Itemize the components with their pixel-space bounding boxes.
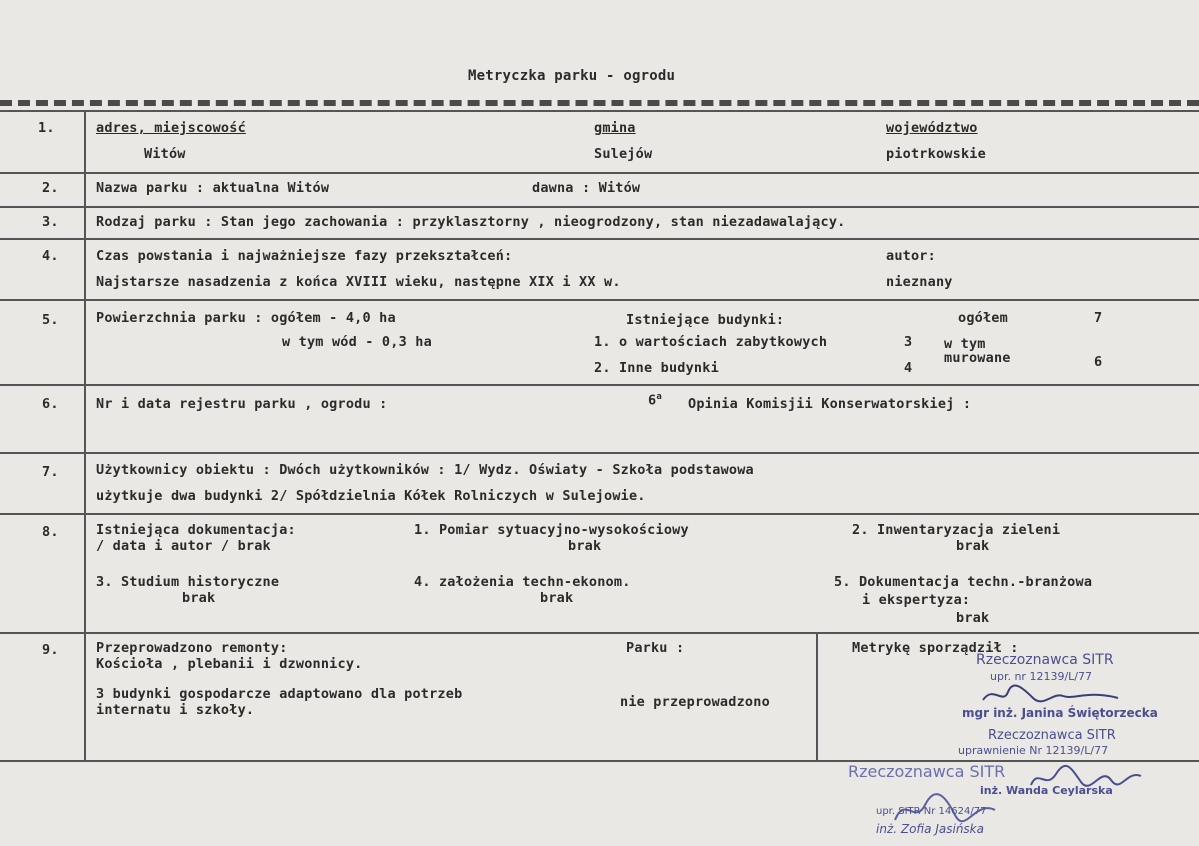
stamp-name-1: mgr inż. Janina Świętorzecka: [962, 706, 1158, 720]
row-number: 6.: [42, 396, 59, 412]
doc-inventory: 2. Inwentaryzacja zieleni: [852, 522, 1061, 538]
row-number: 3.: [42, 214, 59, 230]
stamp-expert-4-number: upr. SITR Nr 14624/77: [876, 806, 987, 817]
doc-survey-value: brak: [568, 538, 602, 554]
row-number: 4.: [42, 248, 59, 264]
buildings-masonry-count: 6: [1094, 354, 1103, 370]
row-divider: [0, 513, 1199, 515]
repairs-label: Przeprowadzono remonty:: [96, 640, 288, 656]
area-total: Powierzchnia parku : ogółem - 4,0 ha: [96, 310, 396, 326]
documentation-label: Istniejąca dokumentacja:: [96, 522, 296, 538]
doc-survey: 1. Pomiar sytuacyjno-wysokościowy: [414, 522, 689, 538]
repairs-park-value: nie przeprowadzono: [620, 694, 770, 710]
row-divider: [0, 172, 1199, 174]
park-name: Nazwa parku : aktualna Witów: [96, 180, 330, 196]
buildings-other: 2. Inne budynki: [594, 360, 719, 376]
address-label: adres, miejscowość: [96, 120, 246, 136]
users-line1: Użytkownicy obiektu : Dwóch użytkowników : 1/ Wydz. Oświaty - Szkoła podstawowa: [96, 462, 754, 478]
doc-technical: 5. Dokumentacja techn.-branżowa: [834, 574, 1093, 590]
top-border-line: [0, 110, 1199, 112]
doc-inventory-value: brak: [956, 538, 990, 554]
top-border: [0, 100, 1199, 106]
buildings-masonry-label2: murowane: [944, 350, 1011, 366]
buildings-historic-count: 3: [904, 334, 913, 350]
repairs-adapted2: internatu i szkoły.: [96, 702, 255, 718]
users-line2: użytkuje dwa budynki 2/ Spółdzielnia Kółek Rolniczych w Sulejowie.: [96, 488, 646, 504]
buildings-masonry-label: w tym: [944, 336, 986, 352]
row-divider: [0, 299, 1199, 301]
prepared-by-label: Metrykę sporządził :: [852, 640, 1019, 656]
buildings-other-count: 4: [904, 360, 913, 376]
gmina-label: gmina: [594, 120, 636, 136]
registry-number-value: 6: [648, 392, 657, 409]
doc-history-value: brak: [182, 590, 216, 606]
gmina-value: Sulejów: [594, 146, 653, 162]
stamp-name-3: inż. Zofia Jasińska: [876, 822, 984, 836]
repairs-park-label: Parku :: [626, 640, 685, 656]
buildings-total-label: ogółem: [958, 310, 1008, 326]
author-label: autor:: [886, 248, 936, 264]
repairs-adapted: 3 budynki gospodarcze adaptowano dla potrzeb: [96, 686, 463, 702]
stamp-expert-1: Rzeczoznawca SITR: [976, 652, 1114, 668]
wojewodztwo-label: województwo: [886, 120, 978, 136]
documentation-sub: / data i autor / brak: [96, 538, 271, 554]
row-number: 2.: [42, 180, 59, 196]
row9-divider: [816, 632, 818, 760]
area-water: w tym wód - 0,3 ha: [282, 334, 432, 350]
buildings-total-count: 7: [1094, 310, 1103, 326]
row-number: 8.: [42, 524, 59, 540]
registry-label: Nr i data rejestru parku , ogrodu :: [96, 396, 388, 412]
stamp-expert-2: Rzeczoznawca SITR: [988, 728, 1116, 743]
repairs-buildings: Kościoła , plebanii i dzwonnicy.: [96, 656, 363, 672]
buildings-historic: 1. o wartościach zabytkowych: [594, 334, 828, 350]
doc-technical-b: i ekspertyza:: [862, 592, 971, 608]
stamp-name-2: inż. Wanda Ceylarska: [980, 784, 1113, 797]
row-divider: [0, 452, 1199, 454]
buildings-label: Istniejące budynki:: [626, 312, 785, 328]
doc-economic: 4. założenia techn-ekonom.: [414, 574, 631, 590]
stamp-expert-3: Rzeczoznawca SITR: [848, 762, 1006, 781]
registry-number: [648, 392, 662, 409]
stamp-expert-2-number: uprawnienie Nr 12139/L/77: [958, 744, 1109, 757]
wojewodztwo-value: piotrkowskie: [886, 146, 986, 162]
row-number: 1.: [38, 120, 55, 136]
address-value: Witów: [144, 146, 186, 162]
page-title: Metryczka parku - ogrodu: [468, 68, 676, 84]
row-number: 5.: [42, 312, 59, 328]
author-value: nieznany: [886, 274, 953, 290]
row-divider: [0, 632, 1199, 634]
history-value: Najstarsze nasadzenia z końca XVIII wieku, następne XIX i XX w.: [96, 274, 621, 290]
commission-opinion: Opinia Komisjii Konserwatorskiej :: [688, 396, 972, 412]
row-number: 7.: [42, 464, 59, 480]
doc-technical-value: brak: [956, 610, 990, 626]
registry-number-sup: a: [656, 392, 662, 402]
doc-history: 3. Studium historyczne: [96, 574, 280, 590]
row-divider: [0, 206, 1199, 208]
row-divider: [0, 238, 1199, 240]
history-label: Czas powstania i najważniejsze fazy przekształceń:: [96, 248, 513, 264]
doc-economic-value: brak: [540, 590, 574, 606]
row-divider: [0, 384, 1199, 386]
bottom-border: [0, 760, 1199, 762]
park-type: Rodzaj parku : Stan jego zachowania : przyklasztorny , nieogrodzony, stan niezadawalający.: [96, 214, 846, 230]
row-number: 9.: [42, 642, 59, 658]
park-name-former: dawna : Witów: [532, 180, 641, 196]
stamp-expert-1-number: upr. nr 12139/L/77: [990, 670, 1092, 683]
